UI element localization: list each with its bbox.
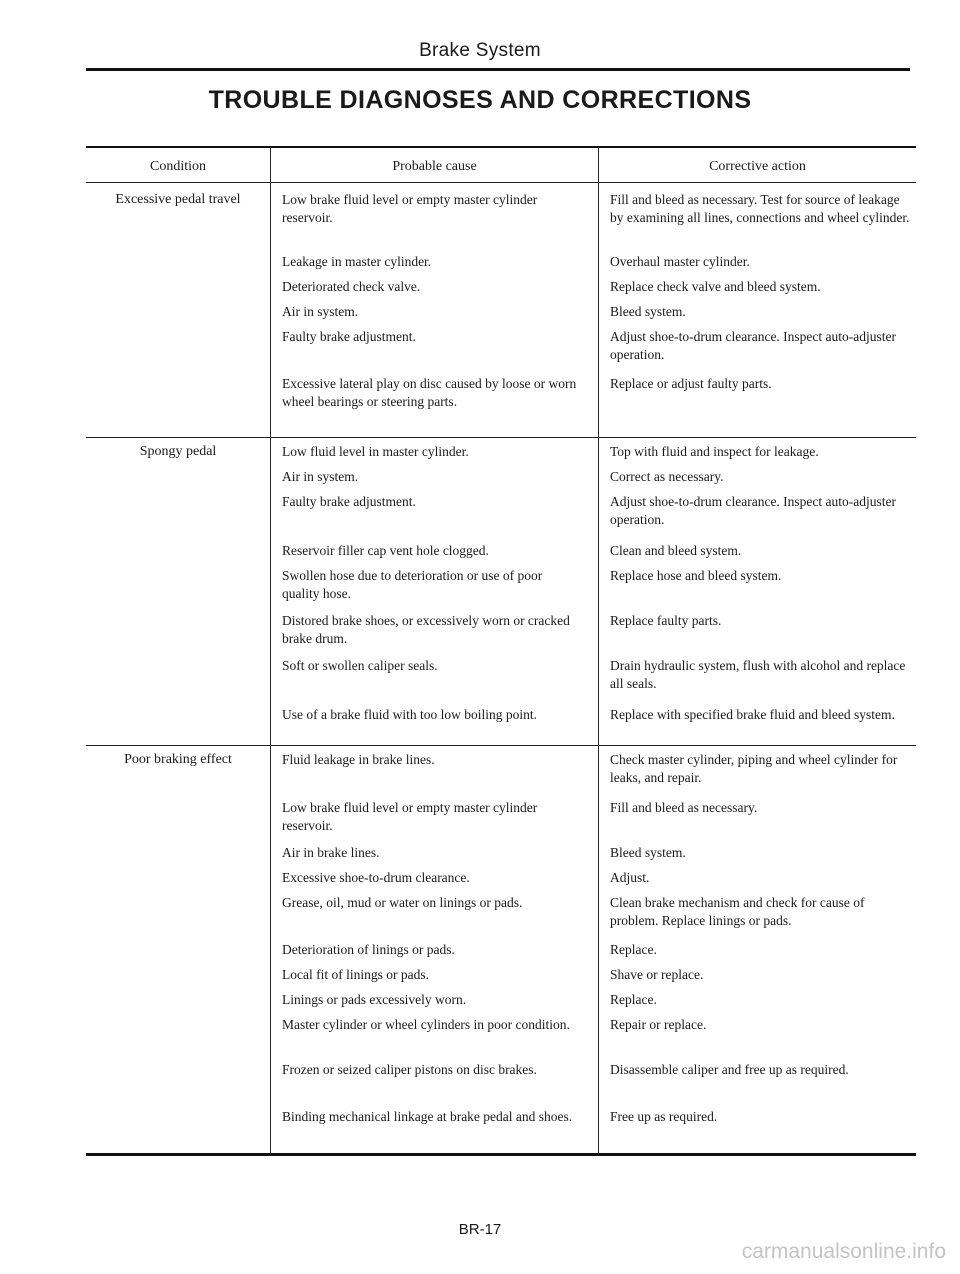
page-number: BR-17 [458,1221,502,1238]
corrective-action-cell: Clean brake mechanism and check for cause of problem. Replace linings or pads. [610,895,865,928]
probable-cause-cell: Use of a brake fluid with too low boiling point. [282,707,537,722]
group-divider [86,437,916,438]
table-header-rule [86,182,916,183]
corrective-action-cell: Disassemble caliper and free up as required. [610,1062,849,1077]
corrective-action-cell: Check master cylinder, piping and wheel cylinder for leaks, and repair. [610,752,898,785]
corrective-action-cell: Adjust shoe-to-drum clearance. Inspect auto-adjuster operation. [610,494,897,527]
column-header-condition: Condition [149,159,206,174]
probable-cause-cell: Air in system. [282,469,359,484]
probable-cause-cell: Deterioration of linings or pads. [282,942,455,957]
corrective-action-cell: Free up as required. [610,1109,718,1124]
probable-cause-cell: Linings or pads excessively worn. [282,992,467,1007]
corrective-action-cell: Overhaul master cylinder. [610,254,750,269]
corrective-action-cell: Correct as necessary. [610,469,724,484]
corrective-action-cell: Replace with specified brake fluid and bleed system. [610,707,895,722]
trouble-diagnosis-table [86,146,916,1156]
probable-cause-cell: Excessive shoe-to-drum clearance. [282,870,470,885]
corrective-action-cell: Bleed system. [610,304,686,319]
probable-cause-cell: Master cylinder or wheel cylinders in poor condition. [282,1017,570,1032]
table-bottom-rule [86,1153,916,1156]
probable-cause-cell: Air in system. [282,304,359,319]
column-header-corrective-action: Corrective action [709,159,806,174]
corrective-action-cell: Fill and bleed as necessary. [610,800,758,815]
column-divider [598,146,599,1156]
corrective-action-cell: Adjust. [610,870,650,885]
corrective-action-cell: Replace. [610,992,657,1007]
condition-cell: Excessive pedal travel [115,192,241,207]
corrective-action-cell: Drain hydraulic system, flush with alcohol and replace all seals. [610,658,906,691]
table-top-rule [86,146,916,148]
corrective-action-cell: Replace check valve and bleed system. [610,279,821,294]
condition-cell: Poor braking effect [124,752,232,767]
corrective-action-cell: Repair or replace. [610,1017,707,1032]
probable-cause-cell: Swollen hose due to deterioration or use of poor quality hose. [282,568,543,601]
probable-cause-cell: Frozen or seized caliper pistons on disc brakes. [282,1062,537,1077]
probable-cause-cell: Low fluid level in master cylinder. [282,444,469,459]
probable-cause-cell: Soft or swollen caliper seals. [282,658,438,673]
group-divider [86,745,916,746]
corrective-action-cell: Shave or replace. [610,967,704,982]
corrective-action-cell: Adjust shoe-to-drum clearance. Inspect auto-adjuster operation. [610,329,897,362]
corrective-action-cell: Clean and bleed system. [610,543,742,558]
watermark: carmanualsonline.info [741,1240,946,1263]
probable-cause-cell: Grease, oil, mud or water on linings or pads. [282,895,523,910]
corrective-action-cell: Bleed system. [610,845,686,860]
probable-cause-cell: Distored brake shoes, or excessively worn or cracked brake drum. [282,613,570,646]
probable-cause-cell: Leakage in master cylinder. [282,254,432,269]
corrective-action-cell: Replace hose and bleed system. [610,568,782,583]
probable-cause-cell: Air in brake lines. [282,845,380,860]
corrective-action-cell: Replace faulty parts. [610,613,722,628]
condition-cell: Spongy pedal [139,444,217,459]
section-title: Brake System [419,40,541,61]
column-header-probable-cause: Probable cause [392,159,477,174]
corrective-action-cell: Fill and bleed as necessary. Test for source of leakage by examining all lines, connections and wheel cylinder. [610,192,910,225]
page-title: TROUBLE DIAGNOSES AND CORRECTIONS [208,86,752,114]
probable-cause-cell: Reservoir filler cap vent hole clogged. [282,543,489,558]
probable-cause-cell: Low brake fluid level or empty master cylinder reservoir. [282,800,538,833]
probable-cause-cell: Local fit of linings or pads. [282,967,429,982]
corrective-action-cell: Replace. [610,942,657,957]
corrective-action-cell: Replace or adjust faulty parts. [610,376,772,391]
column-divider [270,146,271,1156]
probable-cause-cell: Excessive lateral play on disc caused by loose or worn wheel bearings or steering parts. [282,376,577,409]
probable-cause-cell: Deteriorated check valve. [282,279,421,294]
probable-cause-cell: Fluid leakage in brake lines. [282,752,435,767]
probable-cause-cell: Faulty brake adjustment. [282,494,416,509]
probable-cause-cell: Faulty brake adjustment. [282,329,416,344]
corrective-action-cell: Top with fluid and inspect for leakage. [610,444,819,459]
header-rule [86,68,910,71]
probable-cause-cell: Low brake fluid level or empty master cylinder reservoir. [282,192,538,225]
probable-cause-cell: Binding mechanical linkage at brake pedal and shoes. [282,1109,573,1124]
